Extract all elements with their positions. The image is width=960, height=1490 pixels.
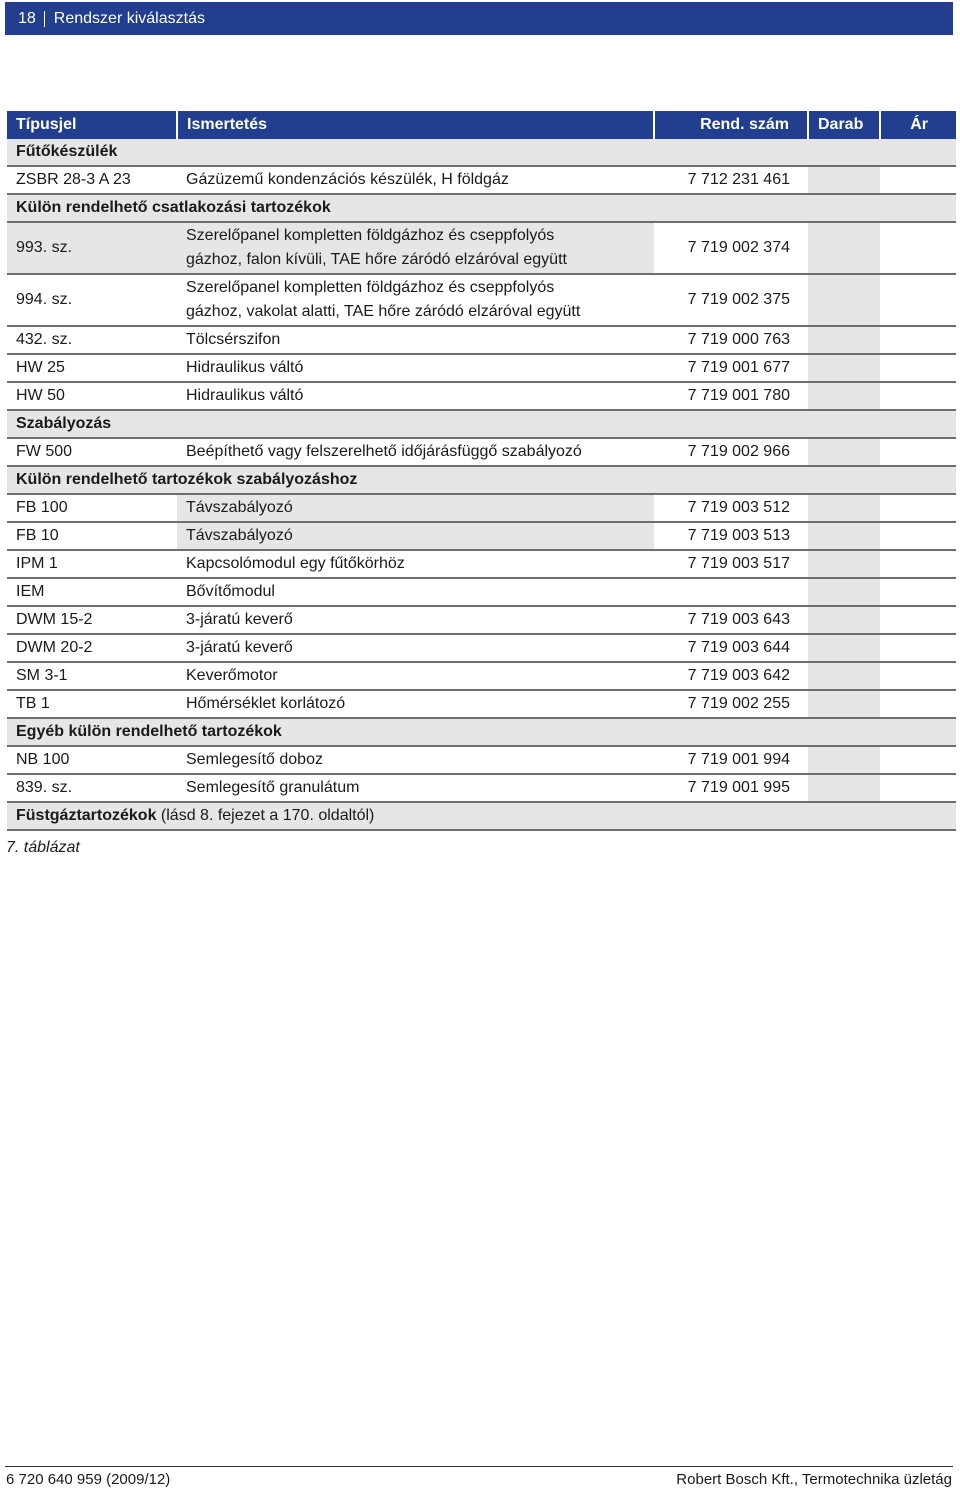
table-row (7, 166, 956, 194)
cell-type: DWM 20-2 (7, 634, 177, 662)
cell-description (177, 222, 654, 274)
cell-price (880, 774, 956, 802)
col-header-type: Típusjel (7, 111, 177, 139)
cell-quantity (808, 746, 880, 774)
cell-price (880, 438, 956, 466)
section-row (7, 139, 956, 166)
cell-order-number: 7 719 002 255 (654, 690, 808, 718)
cell-price (880, 494, 956, 522)
cell-type: FB 100 (7, 494, 177, 522)
cell-description: Hidraulikus váltó (177, 382, 654, 410)
cell-price (880, 326, 956, 354)
description-line: gázhoz, vakolat alatti, TAE hőre záródó elzáróval együtt (186, 303, 581, 320)
cell-order-number: 7 719 003 644 (654, 634, 808, 662)
cell-price (880, 690, 956, 718)
table-row (7, 774, 956, 802)
table-row (7, 634, 956, 662)
cell-quantity (808, 522, 880, 550)
description-line: Szerelőpanel kompletten földgázhoz és cseppfolyós (186, 227, 555, 244)
col-header-description: Ismertetés (177, 111, 654, 139)
cell-price (880, 222, 956, 274)
cell-quantity (808, 222, 880, 274)
section-row (7, 194, 956, 222)
table-row (7, 550, 956, 578)
cell-price (880, 274, 956, 326)
cell-quantity (808, 606, 880, 634)
table-row (7, 606, 956, 634)
table-row (7, 326, 956, 354)
cell-type: DWM 15-2 (7, 606, 177, 634)
cell-description: 3-járatú keverő (177, 606, 654, 634)
cell-description: Hidraulikus váltó (177, 354, 654, 382)
cell-quantity (808, 634, 880, 662)
table-row (7, 578, 956, 606)
cell-order-number: 7 719 001 677 (654, 354, 808, 382)
section-title: Szabályozás (7, 410, 654, 438)
table-row (7, 690, 956, 718)
table-row (7, 522, 956, 550)
section-row (7, 802, 956, 830)
cell-price (880, 746, 956, 774)
cell-quantity (808, 662, 880, 690)
cell-type: IPM 1 (7, 550, 177, 578)
cell-price (880, 382, 956, 410)
section-row (7, 466, 956, 494)
table-row (7, 274, 956, 326)
cell-quantity (808, 326, 880, 354)
cell-price (880, 634, 956, 662)
cell-description (177, 274, 654, 326)
col-header-order-number: Rend. szám (654, 111, 808, 139)
cell-order-number: 7 719 001 780 (654, 382, 808, 410)
table-row (7, 746, 956, 774)
cell-type: HW 25 (7, 354, 177, 382)
section-row (7, 718, 956, 746)
cell-order-number: 7 719 003 517 (654, 550, 808, 578)
page-header (5, 2, 953, 35)
table-row (7, 662, 956, 690)
description-line: gázhoz, falon kívüli, TAE hőre záródó elzáróval együtt (186, 251, 567, 268)
document-number: 6 720 640 959 (2009/12) (6, 1471, 171, 1488)
cell-price (880, 606, 956, 634)
cell-description: Keverőmotor (177, 662, 654, 690)
cell-quantity (808, 166, 880, 194)
cell-description: Távszabályozó (177, 494, 654, 522)
cell-quantity (808, 438, 880, 466)
cell-type: IEM (7, 578, 177, 606)
cell-type: 432. sz. (7, 326, 177, 354)
flue-gas-accessories-reference: (lásd 8. fejezet a 170. oldaltól) (156, 807, 375, 824)
table-row (7, 382, 956, 410)
cell-description: Távszabályozó (177, 522, 654, 550)
cell-price (880, 550, 956, 578)
publisher: Robert Bosch Kft., Termotechnika üzletág (676, 1471, 952, 1488)
cell-description: Bővítőmodul (177, 578, 654, 606)
cell-quantity (808, 578, 880, 606)
cell-description: Kapcsolómodul egy fűtőkörhöz (177, 550, 654, 578)
col-header-quantity: Darab (808, 111, 880, 139)
cell-order-number: 7 719 003 643 (654, 606, 808, 634)
cell-type: 993. sz. (7, 222, 177, 274)
cell-quantity (808, 690, 880, 718)
cell-description: Tölcsérszifon (177, 326, 654, 354)
section-title: Külön rendelhető csatlakozási tartozékok (7, 194, 654, 222)
parts-table (7, 111, 956, 831)
cell-price (880, 166, 956, 194)
cell-type: ZSBR 28-3 A 23 (7, 166, 177, 194)
cell-description: Semlegesítő doboz (177, 746, 654, 774)
cell-order-number: 7 719 002 375 (654, 274, 808, 326)
cell-quantity (808, 774, 880, 802)
cell-type: HW 50 (7, 382, 177, 410)
footer-divider (5, 1466, 953, 1467)
table-row (7, 222, 956, 274)
cell-quantity (808, 550, 880, 578)
cell-type: SM 3-1 (7, 662, 177, 690)
description-line: Szerelőpanel kompletten földgázhoz és cseppfolyós (186, 279, 555, 296)
cell-order-number: 7 719 002 966 (654, 438, 808, 466)
section-row (7, 410, 956, 438)
cell-description: Gázüzemű kondenzációs készülék, H földgáz (177, 166, 654, 194)
cell-description: Hőmérséklet korlátozó (177, 690, 654, 718)
cell-order-number: 7 719 001 995 (654, 774, 808, 802)
section-title: Fűtőkészülék (7, 139, 654, 166)
cell-type: FB 10 (7, 522, 177, 550)
table-row (7, 438, 956, 466)
cell-order-number: 7 719 000 763 (654, 326, 808, 354)
col-header-price: Ár (880, 111, 956, 139)
cell-description: 3-járatú keverő (177, 634, 654, 662)
cell-price (880, 662, 956, 690)
cell-type: 839. sz. (7, 774, 177, 802)
cell-type: NB 100 (7, 746, 177, 774)
cell-description: Semlegesítő granulátum (177, 774, 654, 802)
table-row (7, 494, 956, 522)
cell-order-number: 7 719 003 513 (654, 522, 808, 550)
table-caption: 7. táblázat (6, 839, 80, 856)
cell-description: Beépíthető vagy felszerelhető időjárásfüggő szabályozó (177, 438, 654, 466)
cell-price (880, 522, 956, 550)
cell-quantity (808, 494, 880, 522)
cell-type: 994. sz. (7, 274, 177, 326)
page-number: 18 (5, 11, 45, 27)
table-row (7, 354, 956, 382)
cell-quantity (808, 354, 880, 382)
cell-order-number: 7 719 002 374 (654, 222, 808, 274)
flue-gas-accessories-title: Füstgáztartozékok (16, 807, 157, 824)
section-title: Egyéb külön rendelhető tartozékok (7, 718, 654, 746)
cell-price (880, 578, 956, 606)
cell-order-number (654, 578, 808, 606)
cell-order-number: 7 719 003 642 (654, 662, 808, 690)
section-title: Rendszer kiválasztás (53, 9, 205, 27)
cell-quantity (808, 274, 880, 326)
table-header-row (7, 111, 956, 139)
flue-gas-accessories-note (7, 802, 654, 830)
cell-quantity (808, 382, 880, 410)
cell-type: TB 1 (7, 690, 177, 718)
cell-type: FW 500 (7, 438, 177, 466)
section-title: Külön rendelhető tartozékok szabályozáshoz (7, 466, 654, 494)
cell-price (880, 354, 956, 382)
cell-order-number: 7 712 231 461 (654, 166, 808, 194)
cell-order-number: 7 719 003 512 (654, 494, 808, 522)
cell-order-number: 7 719 001 994 (654, 746, 808, 774)
